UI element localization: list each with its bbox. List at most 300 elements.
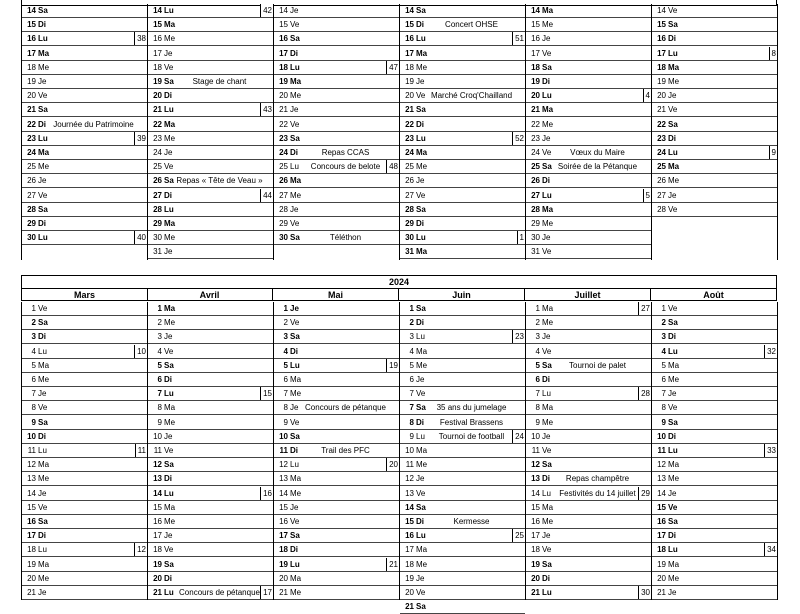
day-row — [400, 203, 525, 217]
day-number: 1 — [535, 304, 540, 313]
weekday: Di — [542, 375, 550, 384]
day-number: 17 — [27, 48, 36, 58]
day-row — [274, 217, 399, 231]
day-row — [400, 458, 525, 472]
day-row — [526, 416, 651, 430]
day-number: 4 — [157, 346, 162, 356]
day-row — [148, 132, 273, 146]
day-number: 27 — [531, 190, 540, 200]
day-row — [22, 387, 147, 401]
day-number: 3 — [157, 332, 162, 342]
week-number: 11 — [135, 444, 147, 457]
weekday: Ve — [542, 446, 552, 455]
day-number: 5 — [409, 360, 414, 370]
day-row — [148, 572, 273, 586]
day-row — [274, 487, 399, 501]
weekday: Lu — [416, 431, 425, 441]
day-number: 27 — [657, 190, 666, 200]
weekday: Je — [416, 176, 425, 186]
day-number: 26 — [27, 176, 36, 186]
week-number: 5 — [643, 189, 651, 202]
day-row — [148, 345, 273, 359]
day-number: 4 — [283, 346, 288, 356]
day-number: 10 — [279, 431, 288, 441]
weekday: Me — [164, 517, 176, 526]
day-row — [274, 529, 399, 543]
day-row — [148, 203, 273, 217]
day-row — [148, 160, 273, 174]
week-number: 42 — [260, 4, 273, 17]
day-number: 25 — [657, 162, 666, 172]
bottom-calendar-table — [21, 302, 778, 612]
month-header: Mai — [273, 288, 399, 301]
weekday: Sa — [38, 417, 48, 427]
day-row — [400, 32, 525, 46]
weekday: Lu — [38, 545, 47, 555]
day-number: 1 — [157, 304, 162, 313]
weekday: Je — [290, 6, 299, 15]
weekday: Me — [38, 375, 50, 384]
weekday: Je — [416, 375, 425, 384]
weekday: Di — [290, 148, 298, 157]
weekday: Me — [542, 318, 554, 328]
day-number: 5 — [157, 360, 162, 370]
weekday: Di — [668, 133, 676, 143]
day-number: 24 — [153, 148, 162, 157]
weekday: Je — [542, 233, 551, 243]
weekday: Ma — [668, 559, 680, 569]
weekday: Je — [164, 531, 173, 541]
day-number: 30 — [279, 233, 288, 243]
month-header: Avril — [147, 288, 273, 301]
weekday: Di — [416, 417, 424, 427]
day-row — [526, 444, 651, 458]
day-row — [400, 316, 525, 330]
weekday: Me — [290, 190, 302, 200]
day-row — [526, 543, 651, 557]
weekday: Sa — [164, 460, 174, 470]
day-row — [274, 444, 399, 458]
event-label: Vœux du Maire — [570, 148, 625, 157]
day-number: 19 — [657, 559, 666, 569]
weekday: Ma — [416, 148, 428, 157]
day-number: 15 — [531, 20, 540, 30]
day-number: 11 — [27, 446, 36, 455]
day-number: 20 — [153, 573, 162, 583]
weekday: Ve — [164, 62, 174, 72]
day-number: 7 — [409, 389, 414, 399]
day-number: 16 — [153, 517, 162, 526]
weekday: Lu — [290, 559, 300, 569]
day-number: 14 — [153, 6, 162, 15]
weekday: Lu — [542, 588, 552, 597]
weekday: Me — [542, 517, 554, 526]
day-row — [526, 316, 651, 330]
day-number: 4 — [409, 346, 414, 356]
weekday: Di — [542, 77, 550, 86]
weekday: Je — [668, 190, 677, 200]
day-row — [22, 472, 147, 486]
weekday: Lu — [164, 6, 174, 15]
day-row — [22, 529, 147, 543]
weekday: Me — [668, 176, 680, 186]
day-row — [400, 359, 525, 373]
day-row — [652, 75, 777, 89]
day-number: 22 — [405, 119, 414, 129]
day-row — [526, 572, 651, 586]
day-row — [148, 444, 273, 458]
day-row — [526, 4, 651, 18]
day-row — [652, 4, 777, 18]
weekday: Ma — [542, 204, 554, 214]
weekday: Me — [164, 318, 176, 328]
day-row — [274, 18, 399, 32]
day-row — [22, 32, 147, 46]
weekday: Me — [164, 417, 176, 427]
day-row — [652, 18, 777, 32]
weekday: Ve — [164, 346, 174, 356]
month-header: Août — [651, 288, 777, 301]
day-number: 9 — [157, 417, 162, 427]
day-number: 8 — [535, 403, 540, 413]
day-number: 4 — [535, 346, 540, 356]
day-number: 14 — [27, 6, 36, 15]
day-row — [652, 501, 777, 515]
weekday: Di — [416, 119, 424, 129]
day-number: 12 — [27, 460, 36, 470]
weekday: Sa — [416, 105, 426, 115]
top-month-column — [526, 4, 652, 260]
week-number: 4 — [643, 89, 651, 102]
day-row — [274, 330, 399, 344]
day-number: 10 — [657, 431, 666, 441]
bottom-month-column — [526, 302, 652, 600]
weekday: Me — [164, 233, 176, 243]
day-row — [274, 103, 399, 117]
day-number: 14 — [657, 6, 666, 15]
weekday: Sa — [38, 204, 48, 214]
day-row — [526, 217, 651, 231]
day-number: 16 — [153, 34, 162, 44]
day-number: 23 — [153, 133, 162, 143]
weekday: Je — [668, 488, 677, 498]
week-number: 9 — [769, 146, 777, 159]
day-number: 29 — [405, 219, 414, 228]
weekday: Ma — [38, 48, 50, 58]
day-number: 7 — [31, 389, 36, 399]
day-number: 25 — [531, 162, 540, 172]
weekday: Lu — [164, 204, 174, 214]
day-number: 29 — [279, 219, 288, 228]
day-number: 14 — [279, 6, 288, 15]
weekday: Ma — [668, 460, 680, 470]
day-row — [148, 487, 273, 501]
day-row — [22, 103, 147, 117]
weekday: Lu — [38, 346, 47, 356]
weekday: Ma — [416, 48, 428, 58]
day-number: 16 — [531, 517, 540, 526]
day-number: 26 — [531, 176, 540, 186]
day-number: 29 — [531, 219, 540, 228]
day-row — [652, 61, 777, 75]
weekday: Di — [668, 431, 676, 441]
week-number: 30 — [638, 586, 651, 599]
weekday: Je — [290, 502, 299, 512]
weekday: Ve — [38, 502, 48, 512]
weekday: Me — [416, 559, 428, 569]
day-row — [400, 529, 525, 543]
day-row — [526, 245, 651, 259]
event-label: Marché Croq'Chailland — [430, 91, 513, 101]
month-header: Juin — [399, 288, 525, 301]
day-number: 8 — [661, 403, 666, 413]
day-number: 18 — [657, 62, 666, 72]
weekday: Lu — [416, 133, 426, 143]
day-row — [148, 32, 273, 46]
day-row — [22, 160, 147, 174]
day-number: 25 — [405, 162, 414, 172]
weekday: Sa — [416, 204, 426, 214]
weekday: Je — [164, 48, 173, 58]
week-number: 38 — [134, 32, 147, 45]
day-row — [652, 203, 777, 217]
weekday: Ma — [668, 360, 680, 370]
weekday: Ma — [164, 20, 176, 30]
weekday: Ma — [38, 559, 50, 569]
weekday: Sa — [290, 332, 300, 342]
day-number: 24 — [27, 148, 36, 157]
day-row — [274, 118, 399, 132]
weekday: Sa — [668, 318, 678, 328]
day-number: 5 — [31, 360, 36, 370]
day-row — [526, 231, 651, 245]
weekday: Di — [668, 34, 676, 44]
weekday: Je — [416, 77, 425, 86]
weekday: Ma — [38, 360, 50, 370]
day-number: 2 — [535, 318, 540, 328]
weekday: Me — [416, 162, 428, 172]
day-number: 7 — [409, 403, 414, 413]
day-number: 21 — [531, 588, 540, 597]
bottom-month-column — [274, 302, 400, 600]
day-number: 20 — [657, 573, 666, 583]
day-row — [652, 487, 777, 501]
day-row — [652, 189, 777, 203]
day-number: 15 — [657, 20, 666, 30]
weekday: Ma — [38, 460, 50, 470]
day-number: 31 — [405, 247, 414, 257]
day-number: 9 — [535, 417, 540, 427]
day-number: 12 — [531, 460, 540, 470]
day-row — [400, 118, 525, 132]
event-label: Tournoi de football — [438, 431, 505, 441]
day-row — [22, 47, 147, 61]
day-row — [22, 118, 147, 132]
top-month-column — [400, 4, 526, 260]
day-row — [148, 75, 273, 89]
day-number: 13 — [657, 474, 666, 484]
week-number: 48 — [386, 160, 399, 173]
weekday: Je — [542, 431, 551, 441]
weekday: Di — [38, 219, 46, 228]
weekday: Di — [290, 545, 298, 555]
weekday: Ve — [164, 446, 174, 455]
weekday: Me — [290, 389, 302, 399]
day-number: 18 — [657, 545, 666, 555]
day-number: 19 — [657, 77, 666, 86]
day-number: 16 — [657, 517, 666, 526]
day-row — [274, 146, 399, 160]
week-number: 20 — [386, 458, 399, 471]
day-row — [400, 231, 525, 245]
day-row — [274, 89, 399, 103]
weekday: Di — [416, 20, 424, 30]
day-row — [22, 231, 147, 245]
day-number: 19 — [531, 77, 540, 86]
weekday: Ve — [542, 247, 552, 257]
day-row — [274, 189, 399, 203]
day-row — [148, 430, 273, 444]
day-number: 28 — [279, 204, 288, 214]
weekday: Ve — [668, 403, 678, 413]
day-number: 24 — [531, 148, 540, 157]
day-row — [526, 487, 651, 501]
weekday: Ma — [542, 6, 554, 15]
day-row — [22, 572, 147, 586]
weekday: Ve — [290, 318, 300, 328]
weekday: Di — [38, 531, 46, 541]
weekday: Lu — [164, 105, 174, 115]
weekday: Lu — [290, 360, 300, 370]
day-number: 25 — [27, 162, 36, 172]
day-row — [22, 302, 147, 316]
week-number: 47 — [386, 61, 399, 74]
day-number: 25 — [279, 162, 288, 172]
day-number: 11 — [531, 446, 540, 455]
weekday: Ve — [542, 48, 552, 58]
weekday: Ve — [668, 304, 678, 313]
weekday: Sa — [38, 318, 48, 328]
day-row — [400, 4, 525, 18]
day-number: 14 — [27, 488, 36, 498]
top-month-column — [274, 4, 400, 260]
weekday: Ve — [542, 346, 552, 356]
day-number: 6 — [283, 375, 288, 384]
day-number: 14 — [405, 6, 414, 15]
day-row — [400, 47, 525, 61]
day-number: 16 — [657, 34, 666, 44]
day-number: 15 — [279, 502, 288, 512]
week-number: 32 — [764, 345, 777, 358]
weekday: Ma — [668, 62, 680, 72]
day-number: 24 — [657, 148, 666, 157]
day-row — [652, 316, 777, 330]
day-row — [148, 4, 273, 18]
day-number: 20 — [27, 573, 36, 583]
day-number: 3 — [661, 332, 666, 342]
day-number: 8 — [31, 403, 36, 413]
day-row — [274, 75, 399, 89]
day-number: 28 — [657, 204, 666, 214]
day-row — [148, 231, 273, 245]
event-label: Repas « Tête de Veau » — [176, 176, 263, 186]
weekday: Ve — [290, 517, 300, 526]
day-number: 7 — [283, 389, 288, 399]
weekday: Di — [164, 474, 172, 484]
weekday: Ve — [668, 502, 678, 512]
day-row — [400, 472, 525, 486]
weekday: Lu — [38, 233, 48, 243]
day-row — [652, 529, 777, 543]
weekday: Ve — [668, 105, 678, 115]
day-number: 18 — [531, 545, 540, 555]
day-number: 13 — [531, 474, 540, 484]
day-number: 29 — [27, 219, 36, 228]
day-row — [400, 543, 525, 557]
day-row — [274, 401, 399, 415]
weekday: Di — [38, 20, 46, 30]
event-label: Téléthon — [329, 233, 362, 243]
day-number: 5 — [283, 360, 288, 370]
weekday: Lu — [290, 162, 299, 172]
day-row — [526, 18, 651, 32]
day-number: 10 — [153, 431, 162, 441]
day-row — [148, 472, 273, 486]
weekday: Lu — [542, 91, 552, 101]
day-number: 9 — [31, 417, 36, 427]
week-number: 29 — [638, 487, 651, 500]
weekday: Ma — [416, 446, 428, 455]
day-row — [148, 146, 273, 160]
day-row — [400, 132, 525, 146]
day-row — [526, 558, 651, 572]
day-row — [526, 47, 651, 61]
day-number: 9 — [409, 431, 414, 441]
weekday: Me — [416, 62, 428, 72]
weekday: Ve — [290, 417, 300, 427]
weekday: Je — [38, 77, 47, 86]
day-number: 16 — [27, 517, 36, 526]
day-row — [652, 444, 777, 458]
top-month-column — [22, 4, 148, 260]
day-number: 14 — [405, 502, 414, 512]
day-number: 18 — [279, 545, 288, 555]
weekday: Lu — [416, 531, 426, 541]
day-number: 15 — [279, 20, 288, 30]
week-number: 1 — [517, 231, 525, 244]
day-number: 19 — [27, 559, 36, 569]
weekday: Me — [668, 77, 680, 86]
weekday: Je — [668, 91, 677, 101]
day-row — [22, 189, 147, 203]
weekday: Sa — [38, 517, 48, 526]
day-number: 17 — [405, 545, 414, 555]
day-row — [274, 61, 399, 75]
day-row — [400, 572, 525, 586]
day-number: 22 — [279, 119, 288, 129]
weekday: Sa — [38, 6, 48, 15]
weekday: Ve — [38, 190, 48, 200]
weekday: Sa — [290, 233, 300, 243]
day-row — [652, 401, 777, 415]
weekday: Sa — [542, 559, 552, 569]
day-row — [400, 174, 525, 188]
day-row — [148, 18, 273, 32]
day-number: 19 — [405, 573, 414, 583]
day-number: 18 — [153, 62, 162, 72]
day-row — [526, 174, 651, 188]
week-number: 51 — [512, 32, 525, 45]
